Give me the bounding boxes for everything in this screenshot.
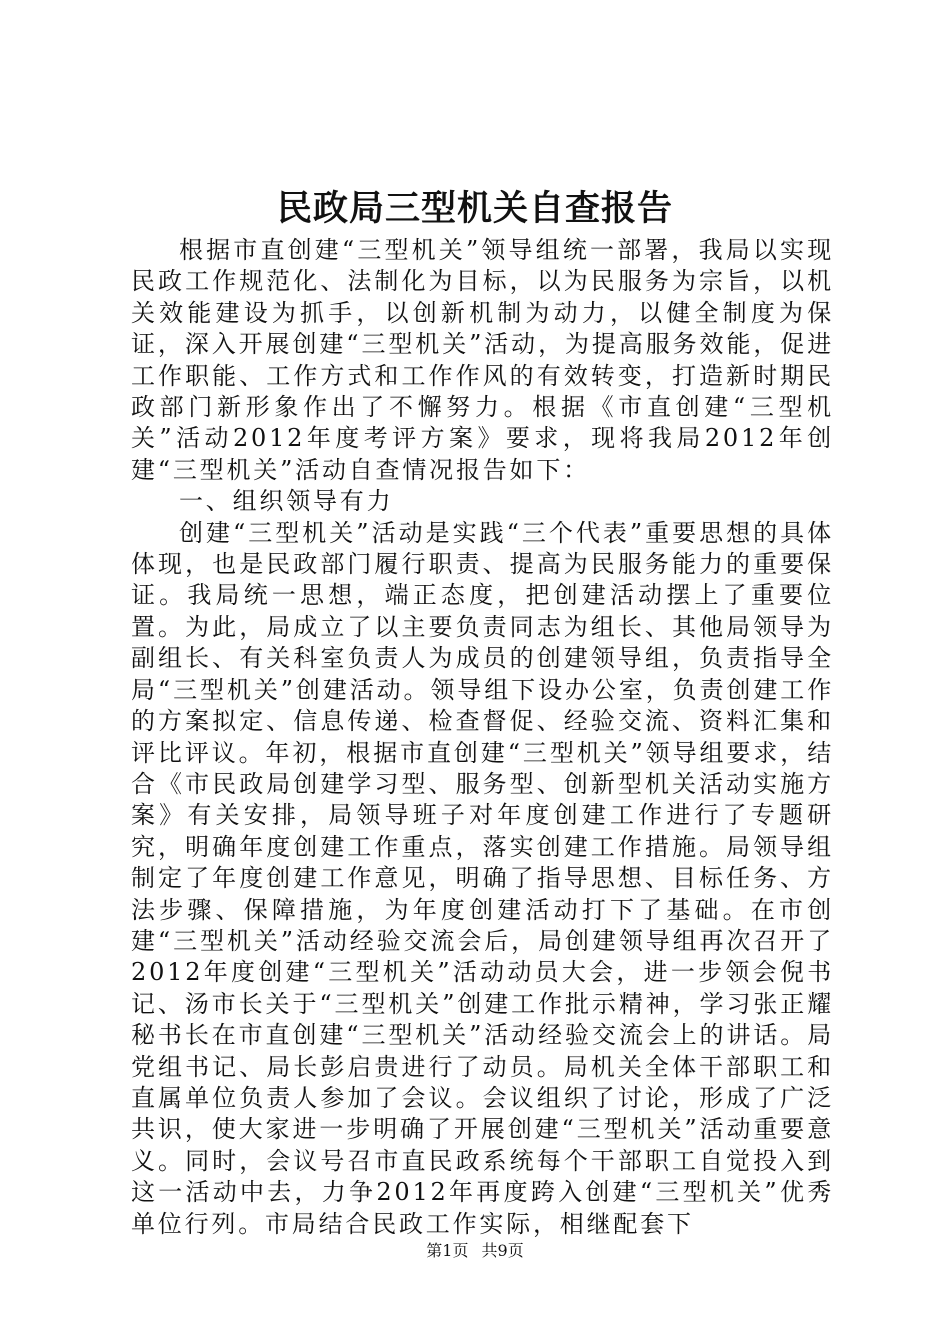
document-title: 民政局三型机关自查报告	[276, 188, 673, 229]
page-total: 共9页	[481, 1241, 524, 1260]
document-body	[131, 235, 834, 1240]
page-footer	[0, 1240, 950, 1262]
paragraph-intro: 根据市直创建“三型机关”领导组统一部署，我局以实现民政工作规范化、法制化为目标，以为民服务为宗旨，以机关效能建设为抓手，以创新机制为动力，以健全制度为保证，深入开展创建“三型机关”活动，为提高服务效能，促进工作职能、工作方式和工作作风的有效转变，打造新时期民政部门新形象作出了不懈努力。根据《市直创建“三型机关”活动2012年度考评方案》要求，现将我局2012年创建“三型机关”活动自查情况报告如下：	[131, 236, 834, 484]
section-heading-1: 一、组织领导有力	[179, 487, 394, 516]
paragraph-section-1: 创建“三型机关”活动是实践“三个代表”重要思想的具体体现，也是民政部门履行职责、提高为民服务能力的重要保证。我局统一思想，端正态度，把创建活动摆上了重要位置。为此，局成立了以主要负责同志为组长、其他局领导为副组长、有关科室负责人为成员的创建领导组，负责指导全局“三型机关”创建活动。领导组下设办公室，负责创建工作的方案拟定、信息传递、检查督促、经验交流、资料汇集和评比评议。年初，根据市直创建“三型机关”领导组要求，结合《市民政局创建学习型、服务型、创新型机关活动实施方案》有关安排，局领导班子对年度创建工作进行了专题研究，明确年度创建工作重点，落实创建工作措施。局领导组制定了年度创建工作意见，明确了指导思想、目标任务、方法步骤、保障措施，为年度创建活动打下了基础。在市创建“三型机关”活动经验交流会后，局创建领导组再次召开了2012年度创建“三型机关”活动动员大会，进一步领会倪书记、汤市长关于“三型机关”创建工作批示精神，学习张正耀秘书长在市直创建“三型机关”活动经验交流会上的讲话。局党组书记、局长彭启贵进行了动员。局机关全体干部职工和直属单位负责人参加了会议。会议组织了讨论，形成了广泛共识，使大家进一步明确了开展创建“三型机关”活动重要意义。同时，会议号召市直民政系统每个干部职工自觉投入到这一活动中去，力争2012年再度跨入创建“三型机关”优秀单位行列。市局结合民政工作实际，相继配套下	[131, 518, 834, 1238]
page-number: 第1页	[426, 1241, 469, 1260]
